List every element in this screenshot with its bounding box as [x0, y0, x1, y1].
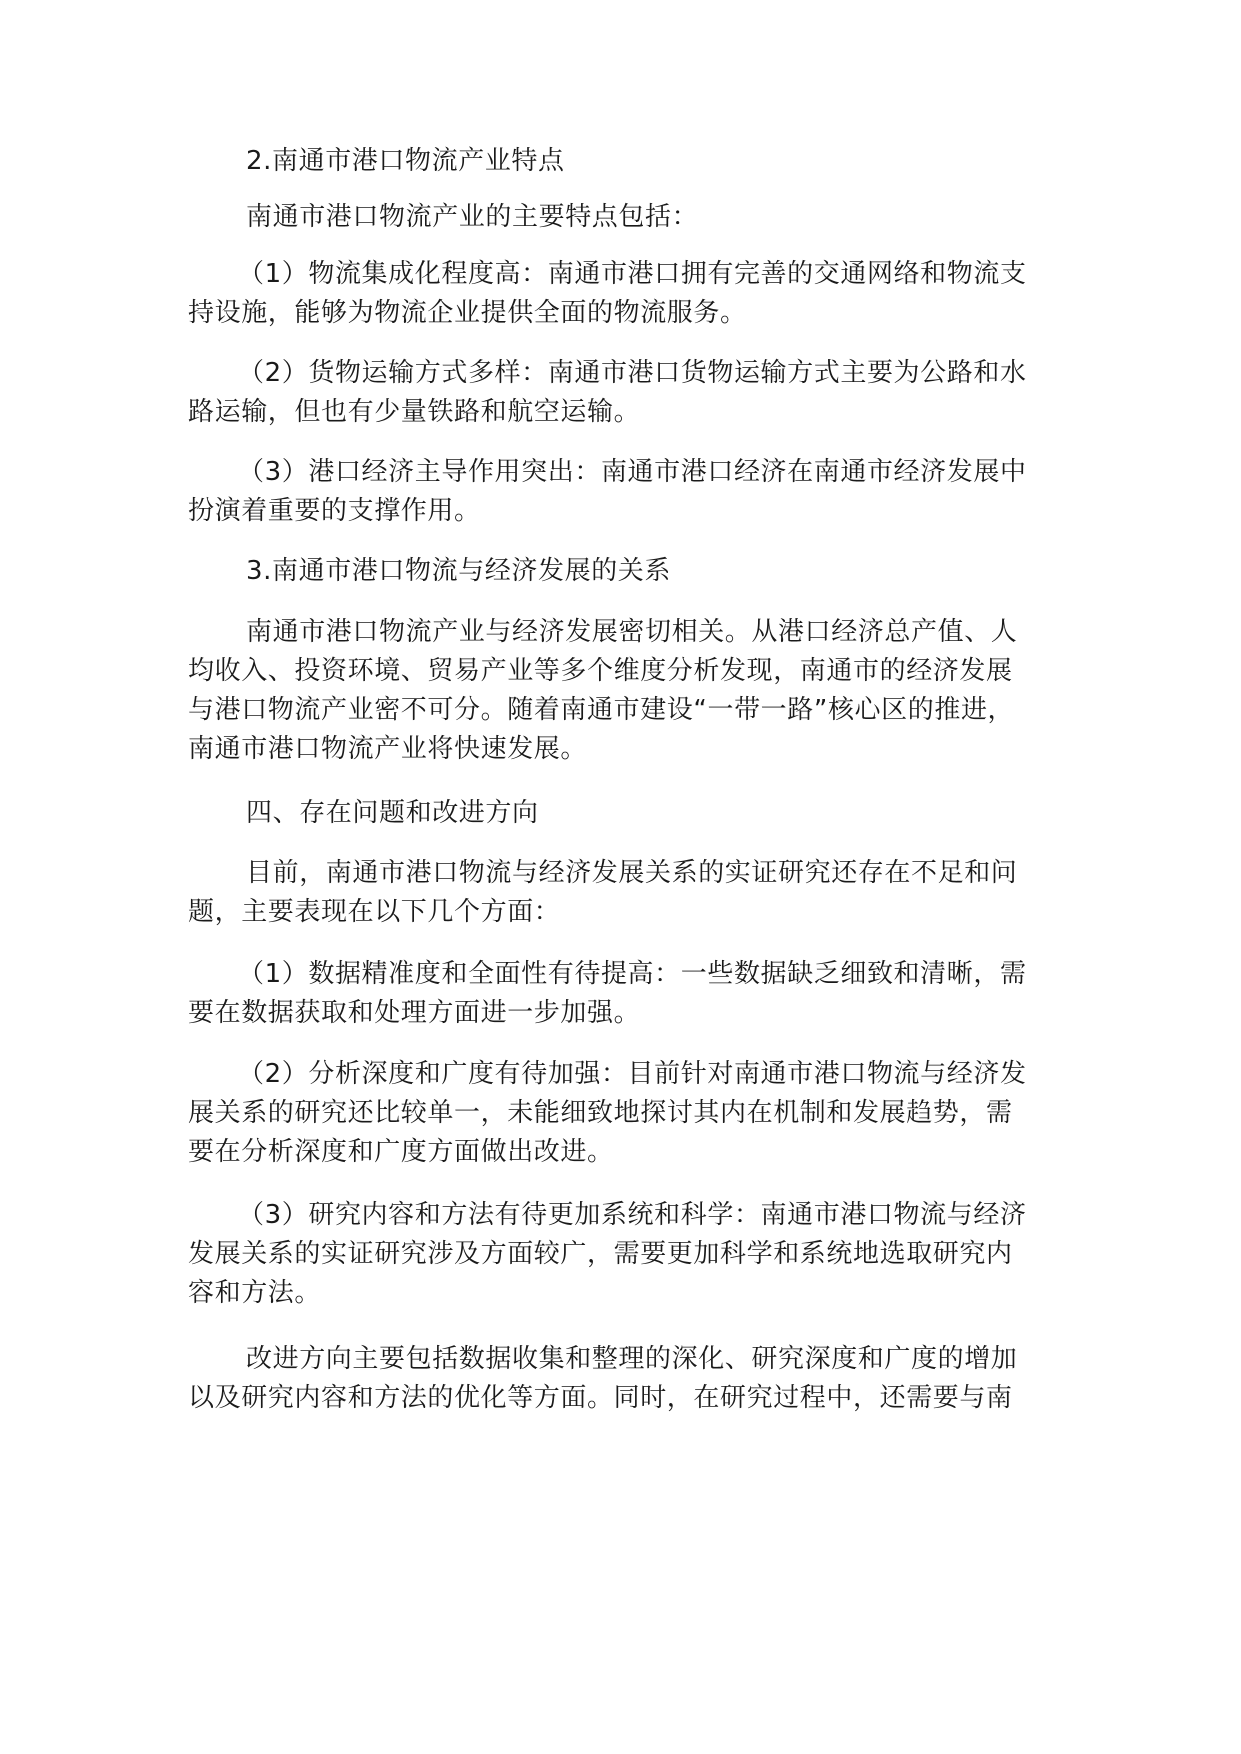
text-line: 持设施，能够为物流企业提供全面的物流服务。	[188, 298, 747, 328]
text-line: 以及研究内容和方法的优化等方面。同时，在研究过程中，还需要与南	[188, 1383, 1013, 1413]
text-line: （1）数据精准度和全面性有待提高：一些数据缺乏细致和清晰，需	[238, 959, 1027, 989]
text-line: 展关系的研究还比较单一，未能细致地探讨其内在机制和发展趋势，需	[188, 1098, 1013, 1128]
features-intro-paragraph	[188, 198, 1088, 237]
text-line: 2.南通市港口物流产业特点	[246, 146, 565, 176]
text-line: 容和方法。	[188, 1278, 322, 1308]
text-line: 与港口物流产业密不可分。随着南通市建设“一带一路”核心区的推进，	[188, 695, 1015, 725]
text-line: 题，主要表现在以下几个方面：	[188, 897, 561, 927]
problem-item-3	[188, 1196, 1088, 1313]
text-line: 均收入、投资环境、贸易产业等多个维度分析发现，南通市的经济发展	[188, 656, 1013, 686]
text-line: 发展关系的实证研究涉及方面较广，需要更加科学和系统地选取研究内	[188, 1239, 1013, 1269]
text-line: （3）港口经济主导作用突出：南通市港口经济在南通市经济发展中	[238, 457, 1027, 487]
text-line: 改进方向主要包括数据收集和整理的深化、研究深度和广度的增加	[246, 1344, 1018, 1374]
feature-item-2	[188, 354, 1088, 432]
improvement-paragraph	[188, 1340, 1088, 1418]
text-line: 扮演着重要的支撑作用。	[188, 496, 481, 526]
text-line: 四、存在问题和改进方向	[246, 798, 539, 828]
text-line: （3）研究内容和方法有待更加系统和科学：南通市港口物流与经济	[238, 1200, 1027, 1230]
section-heading-problems	[188, 794, 1088, 833]
text-line: 南通市港口物流产业与经济发展密切相关。从港口经济总产值、人	[246, 617, 1018, 647]
text-line: 南通市港口物流产业的主要特点包括：	[246, 202, 699, 232]
text-line: 3.南通市港口物流与经济发展的关系	[246, 556, 672, 586]
text-line: 要在分析深度和广度方面做出改进。	[188, 1137, 614, 1167]
problems-intro-paragraph	[188, 854, 1088, 932]
section-heading-relation	[188, 552, 1088, 591]
text-line: （2）货物运输方式多样：南通市港口货物运输方式主要为公路和水	[238, 358, 1027, 388]
problem-item-1	[188, 955, 1088, 1033]
text-line: （1）物流集成化程度高：南通市港口拥有完善的交通网络和物流支	[238, 259, 1027, 289]
feature-item-3	[188, 453, 1088, 531]
relation-paragraph	[188, 613, 1088, 769]
text-line: 南通市港口物流产业将快速发展。	[188, 734, 588, 764]
text-line: （2）分析深度和广度有待加强：目前针对南通市港口物流与经济发	[238, 1059, 1027, 1089]
text-line: 要在数据获取和处理方面进一步加强。	[188, 998, 641, 1028]
problem-item-2	[188, 1055, 1088, 1172]
section-heading-features	[188, 142, 1088, 181]
feature-item-1	[188, 255, 1088, 333]
text-line: 目前，南通市港口物流与经济发展关系的实证研究还存在不足和问	[246, 858, 1018, 888]
text-line: 路运输，但也有少量铁路和航空运输。	[188, 397, 641, 427]
